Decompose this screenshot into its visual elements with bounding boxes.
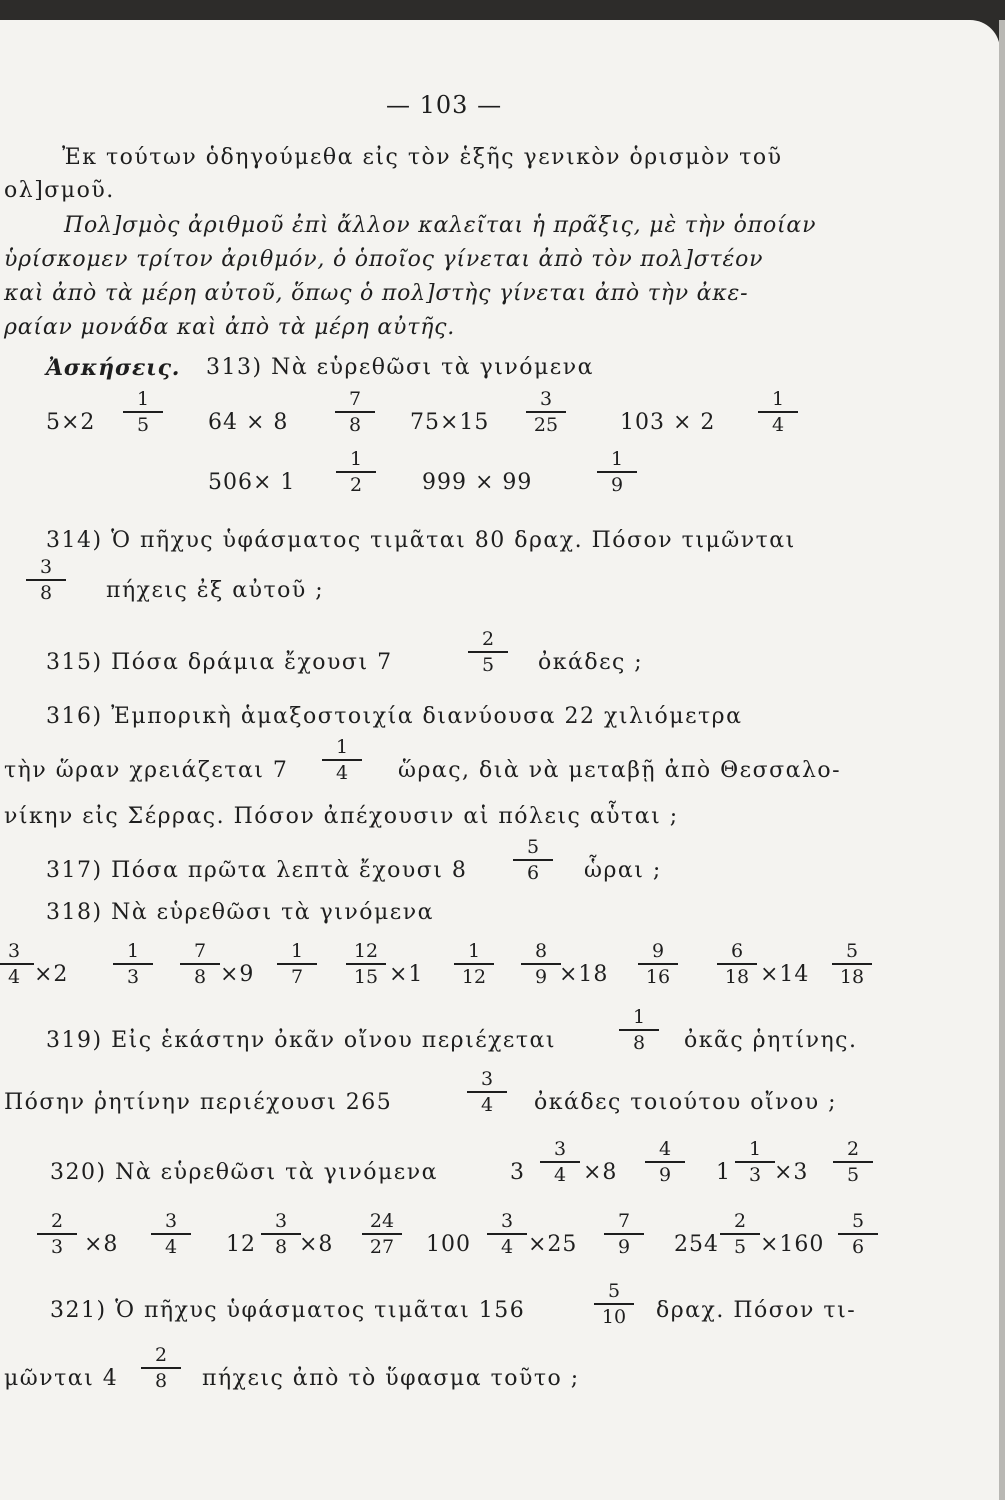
exercise-321-line-2a: μῶνται 4 (4, 1366, 119, 1391)
exercise-315-after: ὀκάδες ; (538, 650, 644, 675)
ex318-fraction-6: 1 12 (454, 942, 494, 988)
exercise-317-after: ὧραι ; (584, 858, 662, 883)
exercise-316-line-3: νίκην εἰς Σέρρας. Πόσον ἀπέχουσιν αἱ πόλεις αὗται ; (4, 804, 679, 829)
exercise-316-line-2a: τὴν ὥραν χρειάζεται 7 (4, 758, 289, 783)
definition-line-4: ραίαν μονάδα καὶ ἀπὸ τὰ μέρη αὐτῆς. (4, 315, 456, 340)
ex318-term-5: ×14 (760, 962, 810, 987)
exercise-321-line-2b: πήχεις ἀπὸ τὸ ὕφασμα τοῦτο ; (202, 1366, 580, 1391)
page-edge (999, 20, 1005, 1500)
book-page (0, 20, 1000, 1500)
definition-line-1: Πολ]σμὸς ἀριθμοῦ ἐπὶ ἄλλον καλεῖται ἡ πρᾶξις, μὲ τὴν ὁποίαν (64, 213, 817, 238)
page-number: — 103 — (386, 91, 503, 119)
ex319-fraction-2: 3 4 (467, 1070, 507, 1116)
ex318-fraction-4: 1 7 (277, 942, 317, 988)
exercise-319-line-2a: Πόσην ῥητίνην περιέχουσι 265 (4, 1090, 393, 1115)
exercise-320-text: 320) Νὰ εὑρεθῶσι τὰ γινόμενα (50, 1160, 438, 1185)
exercise-317-text: 317) Πόσα πρῶτα λεπτὰ ἔχουσι 8 (46, 858, 468, 883)
definition-line-2: ὑρίσκομεν τρίτον ἀριθμόν, ὁ ὁποῖος γίνεται ἀπὸ τὸν πολ]στέον (4, 247, 764, 272)
exercise-314-line-1: 314) Ὁ πῆχυς ὑφάσματος τιμᾶται 80 δραχ. Πόσον τιμῶνται (46, 528, 796, 553)
ex313-fraction-b: 7 8 (335, 390, 375, 436)
ex318-term-1: ×2 (34, 962, 69, 987)
ex320-r2-term-2: 12 (226, 1232, 256, 1257)
ex317-fraction: 5 6 (513, 838, 553, 884)
ex318-fraction-2: 1 3 (113, 942, 153, 988)
ex320-r2-fraction-8: 5 6 (838, 1212, 878, 1258)
exercise-319-line-1a: 319) Εἰς ἑκάστην ὀκᾶν οἴνου περιέχεται (46, 1028, 556, 1053)
ex318-fraction-3: 7 8 (180, 942, 220, 988)
ex320-r1-fraction-3: 1 3 (735, 1140, 775, 1186)
ex320-r1-term-1: 3 (510, 1160, 525, 1185)
ex320-r2-fraction-4: 24 27 (362, 1212, 402, 1258)
ex316-fraction: 1 4 (322, 738, 362, 784)
ex320-r2-fraction-7: 2 5 (720, 1212, 760, 1258)
exercise-318-text: 318) Νὰ εὑρεθῶσι τὰ γινόμενα (46, 900, 434, 925)
ex320-r2-fraction-3: 3 8 (261, 1212, 301, 1258)
ex318-fraction-9: 6 18 (717, 942, 757, 988)
ex313-term-a: 5×2 (46, 410, 96, 435)
ex313-term-e: 506× 1 (208, 470, 296, 495)
ex318-fraction-1: 3 4 (0, 942, 34, 988)
exercise-314-line-2: πήχεις ἐξ αὐτοῦ ; (106, 578, 325, 603)
ex321-fraction-2: 2 8 (141, 1346, 181, 1392)
ex313-term-c: 75×15 (410, 410, 490, 435)
ex313-term-f: 999 × 99 (422, 470, 533, 495)
ex320-r1-term-3: 1 (716, 1160, 731, 1185)
ex318-term-4: ×18 (559, 962, 609, 987)
ex320-r2-fraction-6: 7 9 (604, 1212, 644, 1258)
ex320-r1-term-2: ×8 (583, 1160, 618, 1185)
ex320-r2-fraction-2: 3 4 (151, 1212, 191, 1258)
ex320-r2-fraction-1: 2 3 (37, 1212, 77, 1258)
definition-line-3: καὶ ἀπὸ τὰ μέρη αὐτοῦ, ὅπως ὁ πολ]στὴς γίνεται ἀπὸ τὴν ἀκε- (4, 281, 749, 306)
ex313-fraction-f: 1 9 (597, 450, 637, 496)
exercise-319-line-2b: ὀκάδες τοιούτου οἴνου ; (534, 1090, 838, 1115)
ex318-fraction-7: 8 9 (521, 942, 561, 988)
intro-line-1: Ἐκ τούτων ὁδηγούμεθα εἰς τὸν ἑξῆς γενικὸν ὁρισμὸν τοῦ (62, 145, 783, 170)
exercise-316-line-2b: ὥρας, διὰ νὰ μεταβῇ ἀπὸ Θεσσαλο- (398, 758, 842, 783)
ex320-r2-term-4: 100 (426, 1232, 471, 1257)
ex315-fraction: 2 5 (468, 630, 508, 676)
ex320-r2-term-5: ×25 (528, 1232, 578, 1257)
exercises-heading: Ἀσκήσεις. (46, 355, 181, 381)
exercise-316-line-1: 316) Ἐμπορικὴ ἁμαξοστοιχία διανύουσα 22 χιλιόμετρα (46, 704, 743, 729)
ex321-fraction-1: 5 10 (594, 1282, 634, 1328)
ex320-r2-term-3: ×8 (299, 1232, 334, 1257)
ex320-r1-term-4: ×3 (774, 1160, 809, 1185)
ex319-fraction-1: 1 8 (619, 1008, 659, 1054)
ex320-r2-term-6: 254 (674, 1232, 719, 1257)
ex318-fraction-8: 9 16 (638, 942, 678, 988)
exercise-315-text: 315) Πόσα δράμια ἔχουσι 7 (46, 650, 393, 675)
ex318-fraction-5: 12 15 (346, 942, 386, 988)
ex313-fraction-e: 1 2 (336, 450, 376, 496)
ex313-fraction-d: 1 4 (758, 390, 798, 436)
ex320-r1-fraction-1: 3 4 (540, 1140, 580, 1186)
ex318-fraction-10: 5 18 (832, 942, 872, 988)
ex318-term-2: ×9 (220, 962, 255, 987)
ex320-r2-fraction-5: 3 4 (487, 1212, 527, 1258)
ex320-r1-fraction-4: 2 5 (833, 1140, 873, 1186)
ex320-r2-term-1: ×8 (84, 1232, 119, 1257)
exercise-313-text: 313) Νὰ εὑρεθῶσι τὰ γινόμενα (206, 355, 594, 380)
intro-line-2: ολ]σμοῦ. (4, 178, 115, 203)
ex314-fraction: 3 8 (26, 558, 66, 604)
ex318-term-3: ×1 (389, 962, 424, 987)
exercise-319-line-1b: ὀκᾶς ῥητίνης. (684, 1028, 858, 1053)
ex320-r1-fraction-2: 4 9 (645, 1140, 685, 1186)
exercise-321-line-1b: δραχ. Πόσον τι- (656, 1298, 857, 1323)
ex313-term-d: 103 × 2 (620, 410, 716, 435)
ex313-term-b: 64 × 8 (208, 410, 289, 435)
ex313-fraction-c: 3 25 (526, 390, 566, 436)
ex320-r2-term-7: ×160 (760, 1232, 825, 1257)
exercise-321-line-1a: 321) Ὁ πῆχυς ὑφάσματος τιμᾶται 156 (50, 1298, 526, 1323)
ex313-fraction-a: 1 5 (123, 390, 163, 436)
